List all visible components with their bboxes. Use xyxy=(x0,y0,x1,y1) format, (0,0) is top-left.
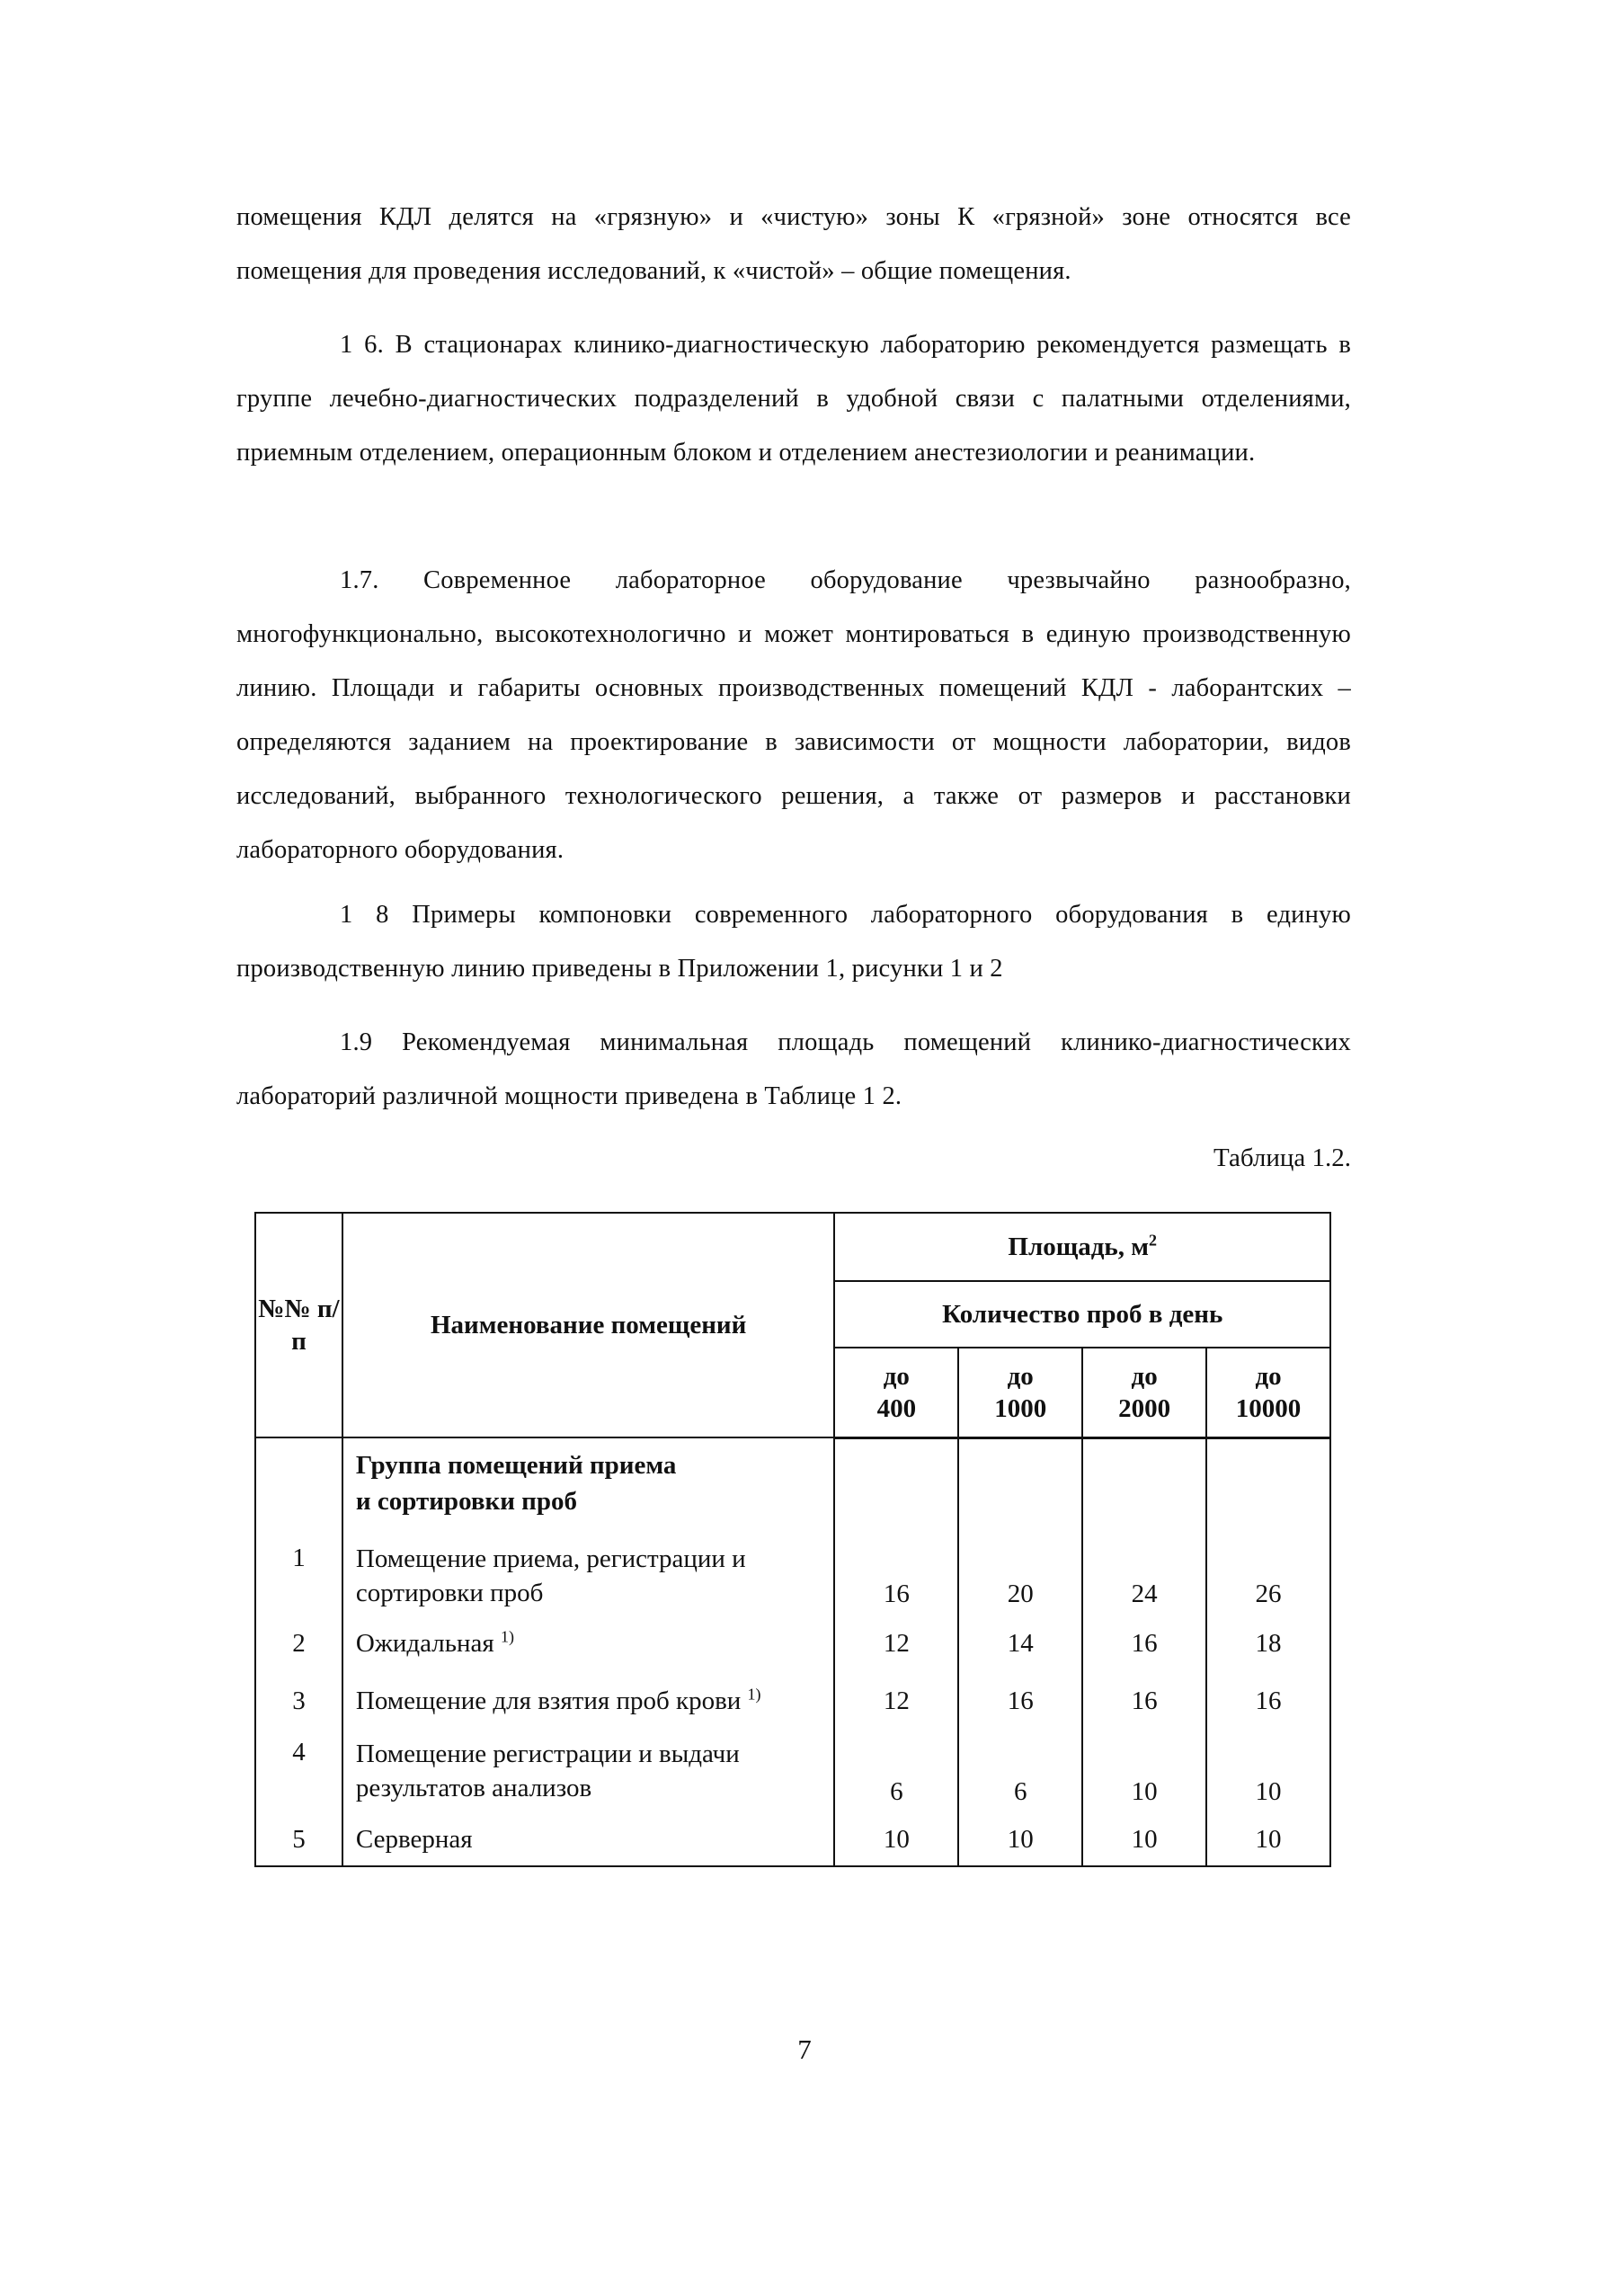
paragraph-1-9: 1.9 Рекомендуемая минимальная площадь помещений клинико-диагностических лабораторий различной мощности приведена в Таблице 1 2. xyxy=(236,1028,1351,1110)
table-row: 4 Помещение регистрации и выдачи результатов анализов 6 6 10 10 xyxy=(255,1730,1330,1812)
table-group-row xyxy=(255,1437,1330,1537)
page-number: 7 xyxy=(797,2033,812,2065)
header-col-2000: до 2000 xyxy=(1082,1348,1206,1437)
header-samples-per-day: Количество проб в день xyxy=(834,1281,1330,1348)
header-col-1000: до 1000 xyxy=(958,1348,1082,1437)
paragraph-zones: помещения КДЛ делятся на «грязную» и «чистую» зоны К «грязной» зоне относятся все помещения для проведения исследований, к «чистой» – общие помещения. xyxy=(236,203,1351,285)
table-row: 1 Помещение приема, регистрации и сортировки проб 16 20 24 26 xyxy=(255,1537,1330,1615)
header-col-400: до 400 xyxy=(834,1348,958,1437)
paragraph-1-8: 1 8 Примеры компоновки современного лабораторного оборудования в единую производственную линию приведены в Приложении 1, рисунки 1 и 2 xyxy=(236,901,1351,983)
table-row: 3 Помещение для взятия проб крови $^{1)}$ 12 16 16 16 xyxy=(255,1672,1330,1730)
group-title: Группа помещений приема и сортировки проб xyxy=(342,1437,835,1537)
rooms-area-table xyxy=(254,1212,1331,1867)
paragraph-1-7: 1.7. Современное лабораторное оборудование чрезвычайно разнообразно, многофункционально, высокотехнологично и может монтироваться в единую производственную линию. Площади и габариты основных производственных помещений КДЛ - лаборантских – определяются заданием на проектирование в зависимости от мощности лаборатории, видов исследований, выбранного технологического решения, а также от размеров и расстановки лабораторного оборудования. xyxy=(236,566,1351,864)
header-name: Наименование помещений xyxy=(342,1213,835,1437)
table-row: 2 Ожидальная $^{1)}$ 12 14 16 18 xyxy=(255,1615,1330,1672)
paragraph-1-6: 1 6. В стационарах клинико-диагностическую лабораторию рекомендуется размещать в группе лечебно-диагностических подразделений в удобной связи с палатными отделениями, приемным отделением, операционным блоком и отделением анестезиологии и реанимации. xyxy=(236,331,1351,467)
table-row: 5 Серверная 10 10 10 10 xyxy=(255,1812,1330,1866)
header-col-10000: до 10000 xyxy=(1206,1348,1330,1437)
header-area: Площадь, $м^2$ xyxy=(834,1213,1330,1281)
table-caption: Таблица 1.2. xyxy=(1213,1144,1351,1172)
header-num: №№ п/п xyxy=(255,1213,342,1437)
